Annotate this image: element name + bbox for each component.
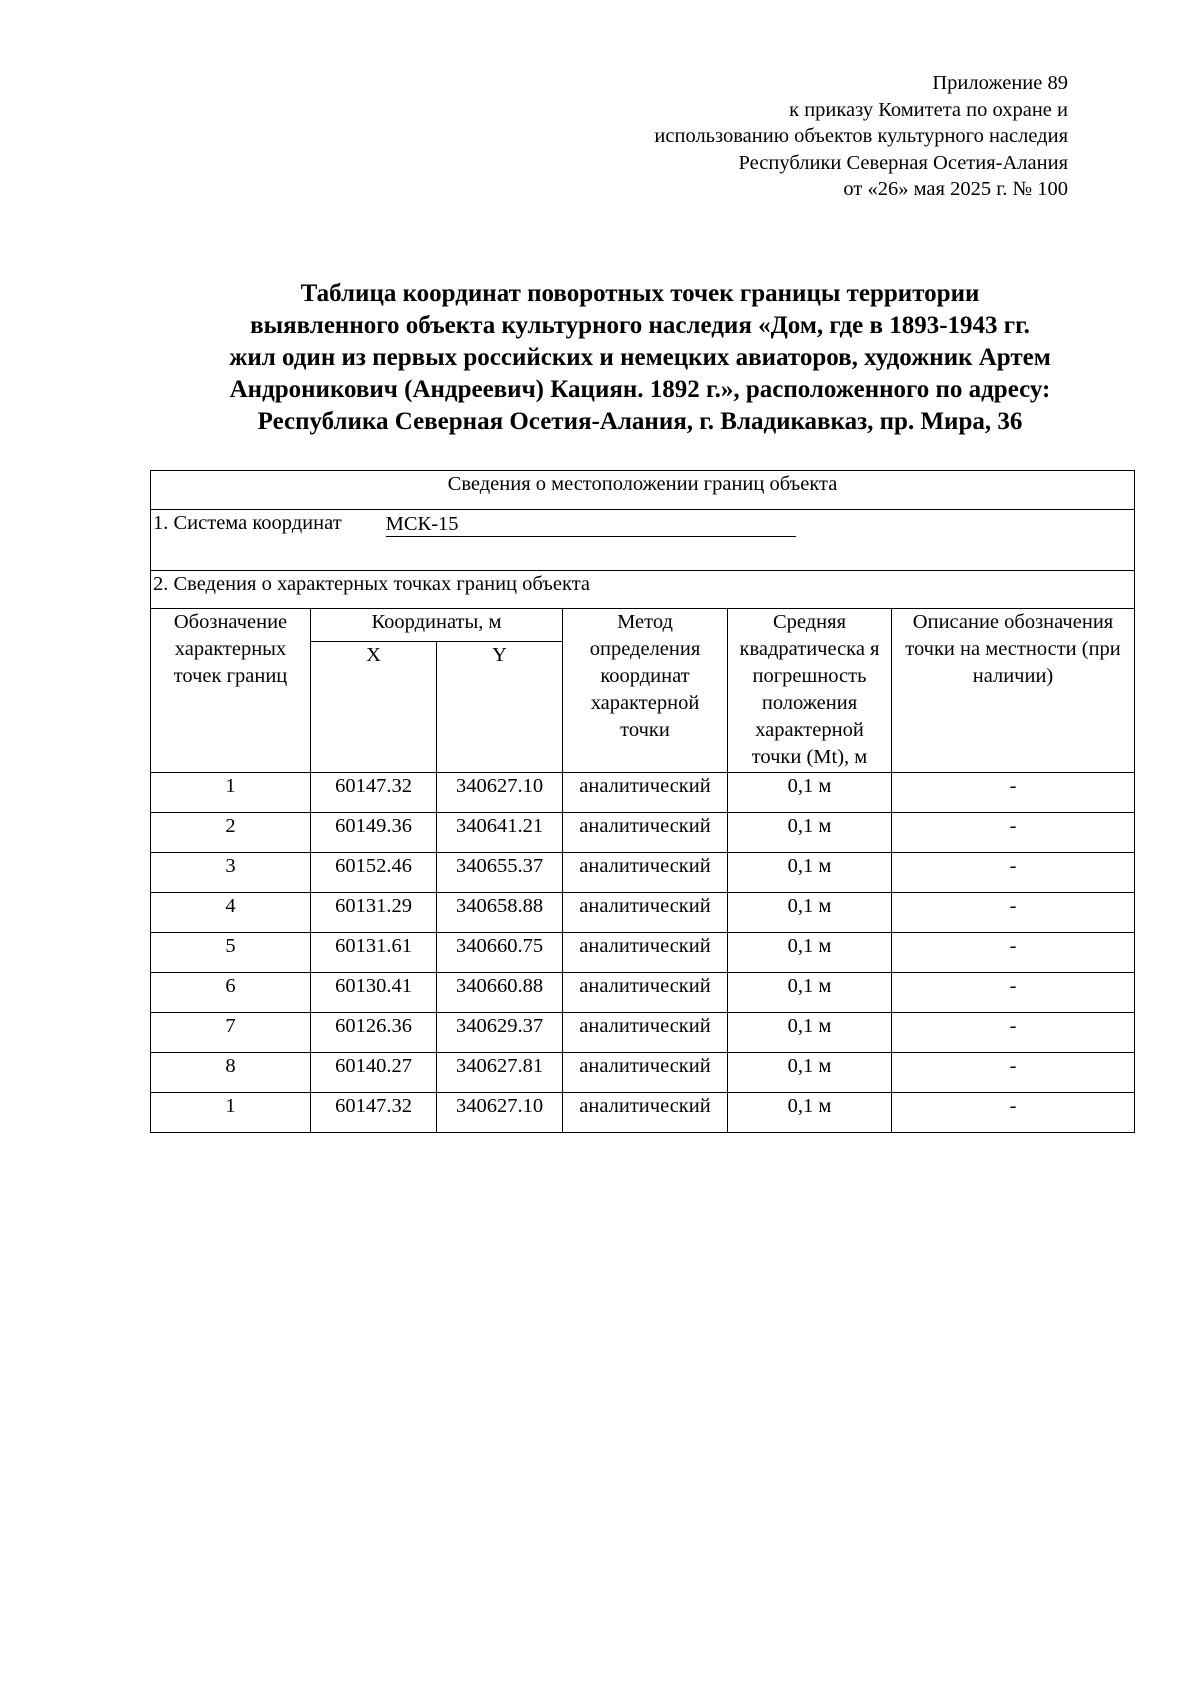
cell-point: 6 xyxy=(151,973,311,1013)
header-x: X xyxy=(311,642,437,773)
cell-y: 340655.37 xyxy=(437,853,563,893)
cell-error: 0,1 м xyxy=(728,773,892,813)
table-row xyxy=(151,973,1135,1013)
cell-y: 340627.10 xyxy=(437,1093,563,1133)
table-row xyxy=(151,773,1135,813)
section-title: Сведения о местоположении границ объекта xyxy=(151,471,1135,510)
header-coordinates: Координаты, м xyxy=(311,609,563,642)
cell-error: 0,1 м xyxy=(728,973,892,1013)
cell-point: 1 xyxy=(151,1093,311,1133)
title-line: Республика Северная Осетия-Алания, г. Владикавказ, пр. Мира, 36 xyxy=(257,408,1023,435)
cell-x: 60140.27 xyxy=(311,1053,437,1093)
cell-error: 0,1 м xyxy=(728,1013,892,1053)
table-row xyxy=(151,933,1135,973)
cell-y: 340627.81 xyxy=(437,1053,563,1093)
header-method: Метод определения координат характерной точки xyxy=(563,609,728,773)
cell-x: 60130.41 xyxy=(311,973,437,1013)
coord-system-value: МСК-15 xyxy=(386,512,796,537)
cell-x: 60126.36 xyxy=(311,1013,437,1053)
cell-point: 2 xyxy=(151,813,311,853)
cell-method: аналитический xyxy=(563,893,728,933)
cell-method: аналитический xyxy=(563,1013,728,1053)
cell-point: 8 xyxy=(151,1053,311,1093)
cell-description: - xyxy=(892,813,1135,853)
cell-method: аналитический xyxy=(563,853,728,893)
title-line: Андроникович (Андреевич) Кациян. 1892 г.», расположенного по адресу: xyxy=(229,376,1051,403)
cell-method: аналитический xyxy=(563,813,728,853)
cell-point: 5 xyxy=(151,933,311,973)
header-line: от «26» мая 2025 г. № 100 xyxy=(843,178,1068,200)
cell-description: - xyxy=(892,773,1135,813)
cell-y: 340629.37 xyxy=(437,1013,563,1053)
cell-x: 60131.61 xyxy=(311,933,437,973)
cell-x: 60149.36 xyxy=(311,813,437,853)
title-line: выявленного объекта культурного наследия «Дом, где в 1893-1943 гг. xyxy=(250,312,1030,339)
cell-x: 60147.32 xyxy=(311,1093,437,1133)
table-row xyxy=(151,1053,1135,1093)
cell-point: 7 xyxy=(151,1013,311,1053)
coord-system-cell xyxy=(151,510,1135,571)
cell-method: аналитический xyxy=(563,1093,728,1133)
cell-description: - xyxy=(892,933,1135,973)
header-y: Y xyxy=(437,642,563,773)
cell-y: 340627.10 xyxy=(437,773,563,813)
header-designation: Обозначение характерных точек границ xyxy=(151,609,311,773)
cell-x: 60152.46 xyxy=(311,853,437,893)
cell-description: - xyxy=(892,853,1135,893)
cell-error: 0,1 м xyxy=(728,1053,892,1093)
cell-y: 340658.88 xyxy=(437,893,563,933)
cell-method: аналитический xyxy=(563,933,728,973)
cell-description: - xyxy=(892,893,1135,933)
cell-method: аналитический xyxy=(563,1053,728,1093)
cell-error: 0,1 м xyxy=(728,1093,892,1133)
cell-description: - xyxy=(892,1053,1135,1093)
cell-error: 0,1 м xyxy=(728,853,892,893)
cell-description: - xyxy=(892,1013,1135,1053)
cell-x: 60131.29 xyxy=(311,893,437,933)
appendix-header xyxy=(468,70,1068,203)
cell-point: 3 xyxy=(151,853,311,893)
points-section-label: 2. Сведения о характерных точках границ объекта xyxy=(151,571,1135,609)
header-line: к приказу Комитета по охране и xyxy=(789,98,1068,121)
table-row xyxy=(151,1093,1135,1133)
cell-y: 340660.88 xyxy=(437,973,563,1013)
header-line: Приложение 89 xyxy=(932,72,1068,94)
table-row xyxy=(151,1013,1135,1053)
cell-error: 0,1 м xyxy=(728,893,892,933)
cell-description: - xyxy=(892,973,1135,1013)
coord-system-label: 1. Система координат xyxy=(153,512,342,534)
header-line: использованию объектов культурного наследия xyxy=(654,125,1068,147)
table-row xyxy=(151,853,1135,893)
header-line: Республики Северная Осетия-Алания xyxy=(738,151,1068,174)
document-title xyxy=(150,278,1130,438)
cell-y: 340660.75 xyxy=(437,933,563,973)
cell-point: 1 xyxy=(151,773,311,813)
cell-point: 4 xyxy=(151,893,311,933)
cell-error: 0,1 м xyxy=(728,813,892,853)
cell-x: 60147.32 xyxy=(311,773,437,813)
header-error: Средняя квадратическа я погрешность положения характерной точки (Mt), м xyxy=(728,609,892,773)
cell-method: аналитический xyxy=(563,773,728,813)
title-line: жил один из первых российских и немецких авиаторов, художник Артем xyxy=(229,344,1051,371)
cell-method: аналитический xyxy=(563,973,728,1013)
cell-error: 0,1 м xyxy=(728,933,892,973)
header-description: Описание обозначения точки на местности (при наличии) xyxy=(892,609,1135,773)
coordinates-table xyxy=(150,470,1135,1133)
title-line: Таблица координат поворотных точек границы территории xyxy=(300,280,980,307)
cell-y: 340641.21 xyxy=(437,813,563,853)
table-row xyxy=(151,893,1135,933)
cell-description: - xyxy=(892,1093,1135,1133)
table-row xyxy=(151,813,1135,853)
